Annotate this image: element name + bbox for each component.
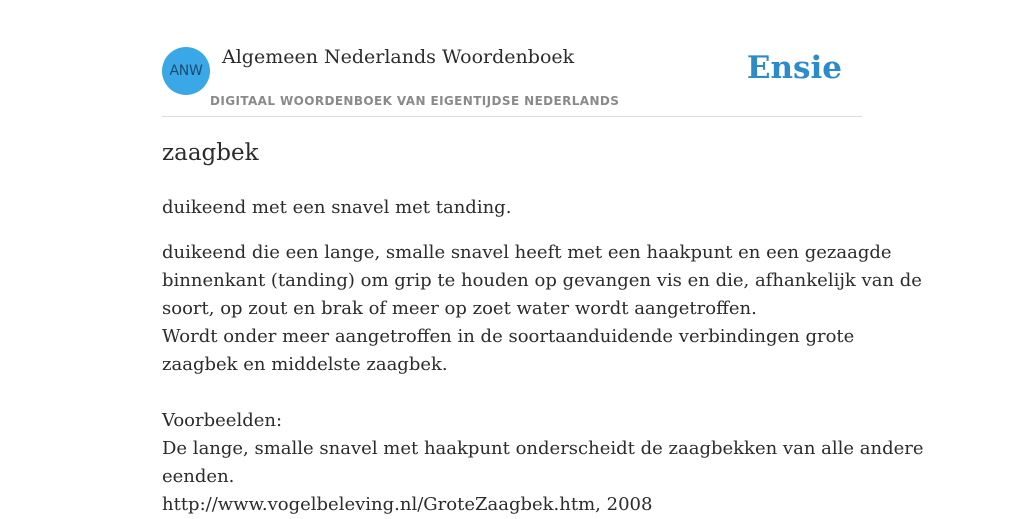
- example-line: De lange, smalle snavel met haakpunt onderscheidt de zaagbekken van alle andere: [162, 438, 924, 459]
- site-subtitle: DIGITAAL WOORDENBOEK VAN EIGENTIJDSE NEDERLANDS: [210, 94, 620, 108]
- description-line: binnenkant (tanding) om grip te houden op gevangen vis en die, afhankelijk van de: [162, 270, 922, 291]
- headword: zaagbek: [162, 140, 259, 166]
- entry-description: [162, 239, 924, 519]
- site-title: Algemeen Nederlands Woordenboek: [222, 46, 575, 68]
- example-source: http://www.vogelbeleving.nl/GroteZaagbek.htm, 2008: [162, 494, 653, 515]
- logo-text: ANW: [169, 63, 203, 79]
- blank-line: [162, 379, 867, 407]
- anw-logo[interactable]: [162, 47, 210, 95]
- entry-page: [162, 0, 924, 515]
- description-line: zaagbek en middelste zaagbek.: [162, 354, 448, 375]
- description-line: Wordt onder meer aangetroffen in de soortaanduidende verbindingen grote: [162, 326, 855, 347]
- site-header: [162, 0, 862, 117]
- examples-heading: Voorbeelden:: [162, 410, 283, 431]
- description-line: duikeend die een lange, smalle snavel heeft met een haakpunt en een gezaagde: [162, 242, 892, 263]
- example-line: eenden.: [162, 466, 235, 487]
- description-line: soort, op zout en brak of meer op zoet water wordt aangetroffen.: [162, 298, 757, 319]
- ensie-brand-logo[interactable]: Ensie: [746, 50, 842, 86]
- short-definition: duikeend met een snavel met tanding.: [162, 197, 512, 218]
